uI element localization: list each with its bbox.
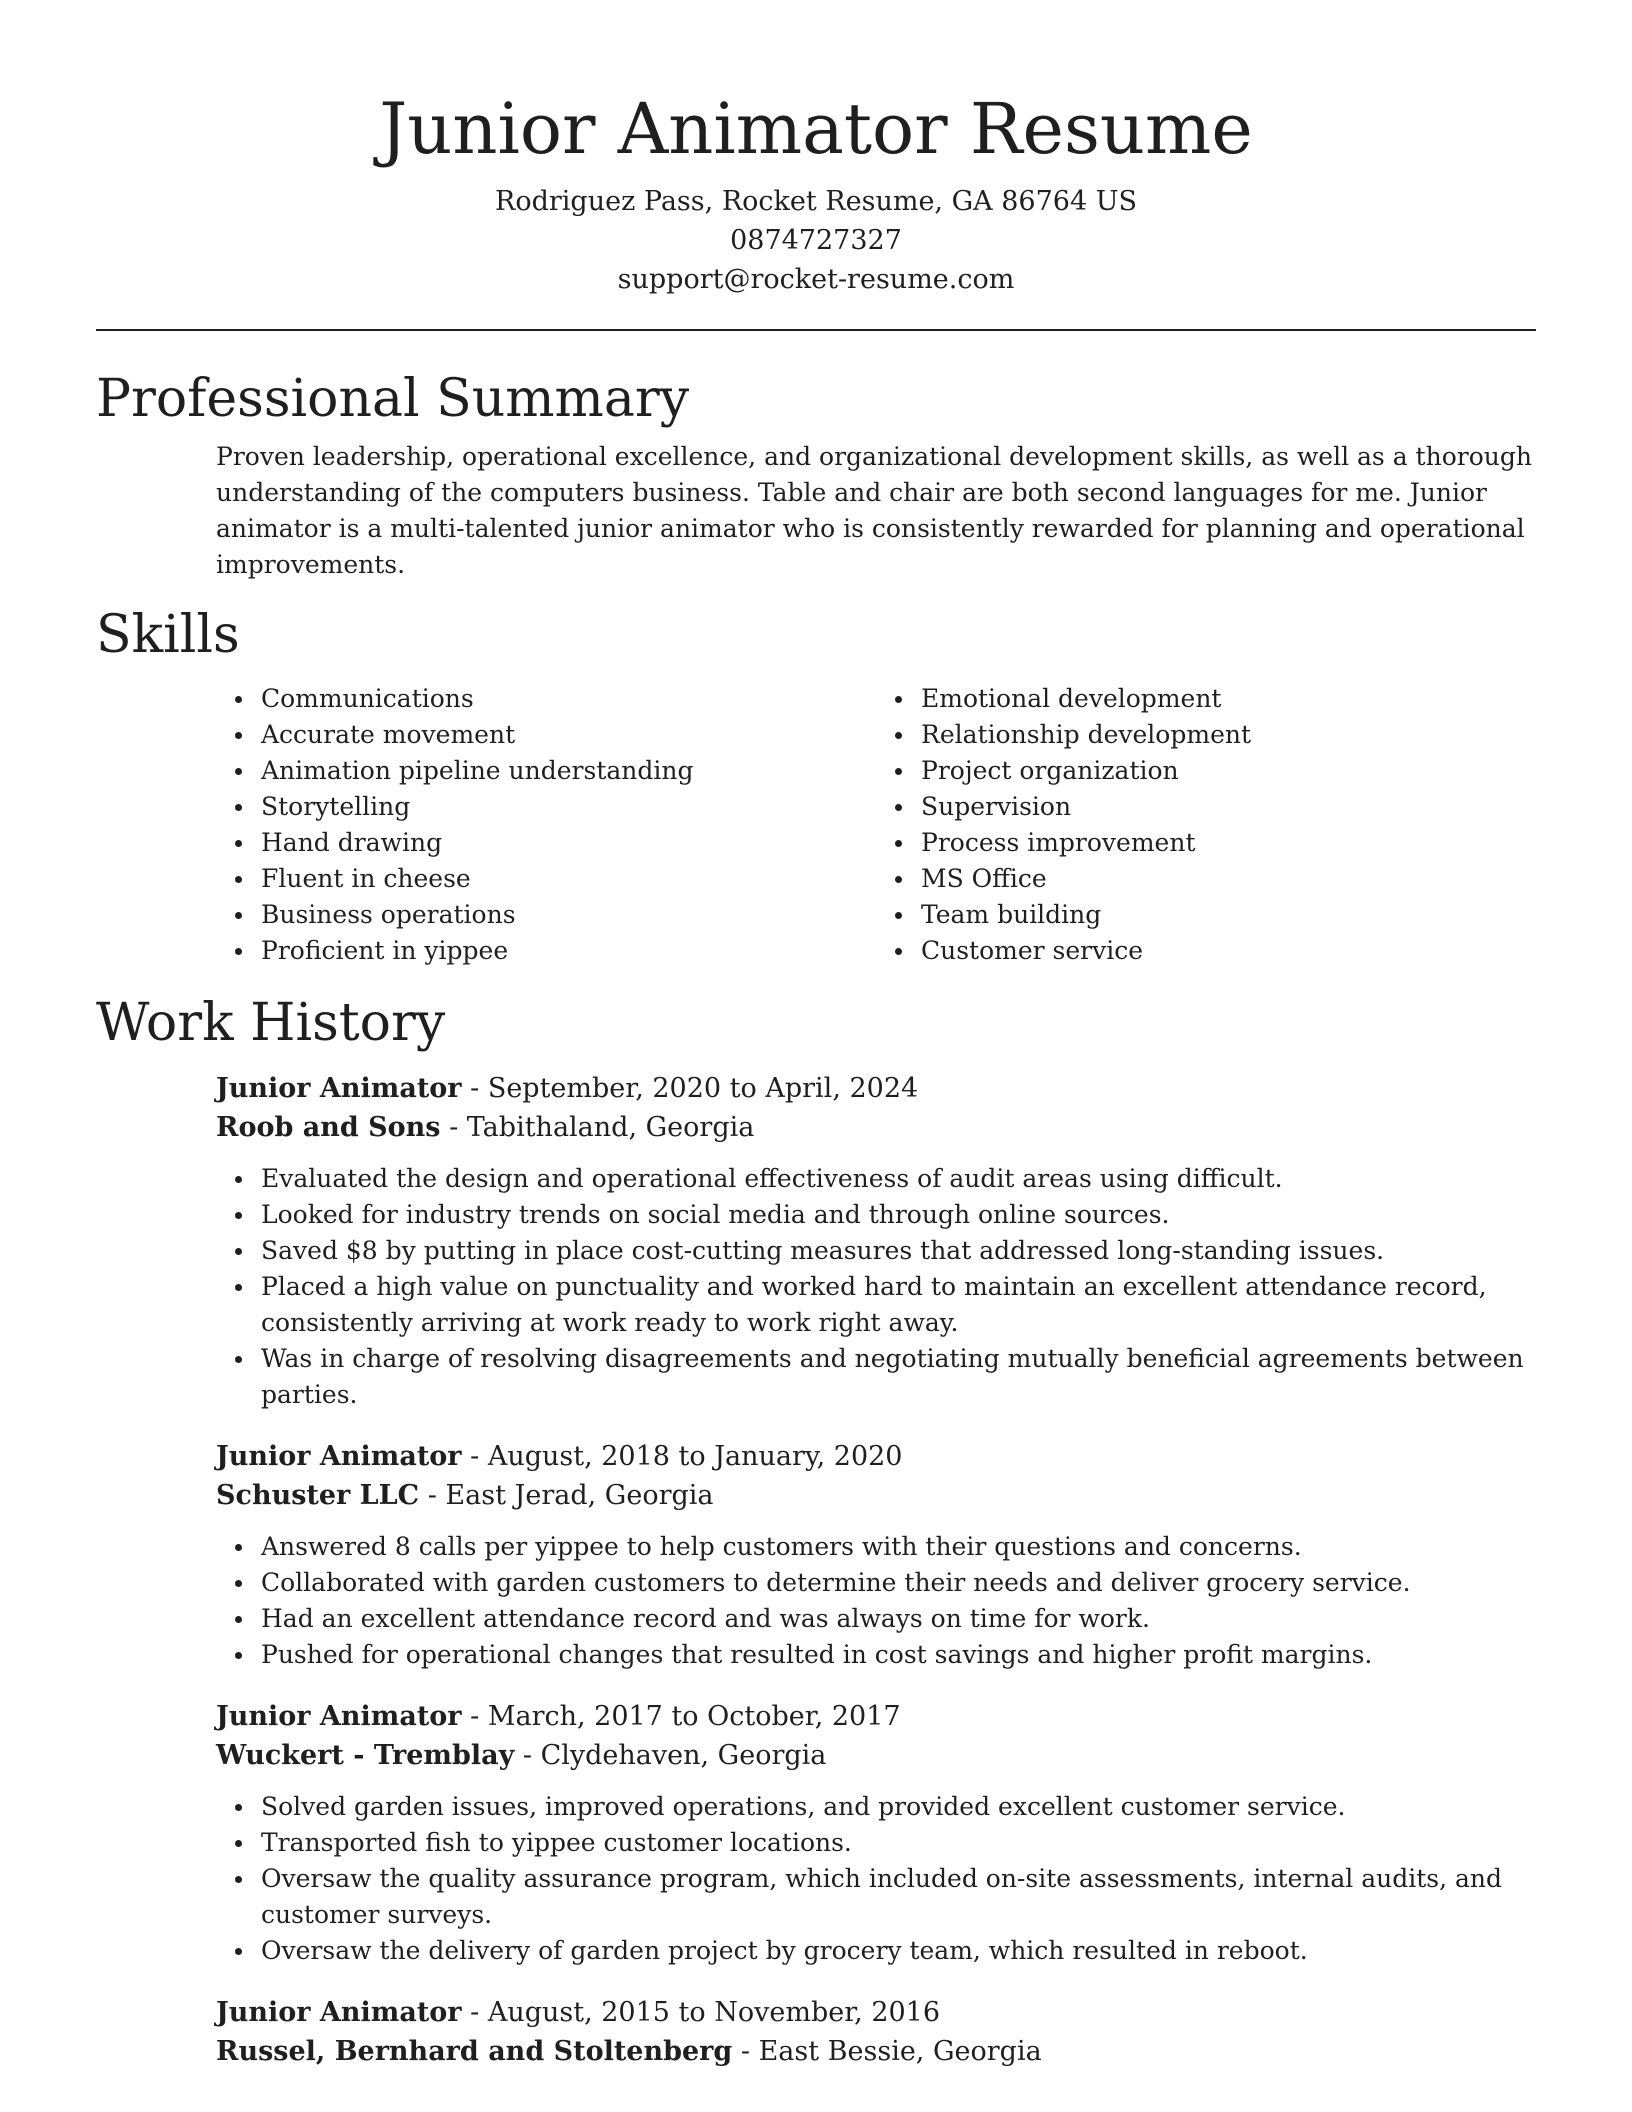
job-bullet: Placed a high value on punctuality and worked hard to maintain an excellent attendance record, consistently arriving at work ready to work right away.	[261, 1269, 1561, 1341]
job-location: - Clydehaven, Georgia	[514, 1740, 827, 1771]
job-bullet: Was in charge of resolving disagreements and negotiating mutually beneficial agreements between parties.	[261, 1341, 1561, 1413]
job-title: Junior Animator	[216, 1997, 462, 2028]
job-bullet: Pushed for operational changes that resulted in cost savings and higher profit margins.	[261, 1637, 1561, 1673]
job-dates: - August, 2018 to January, 2020	[461, 1441, 903, 1472]
skill-item: Fluent in cheese	[261, 861, 876, 897]
job-location: - East Bessie, Georgia	[732, 2036, 1042, 2067]
skill-item: Hand drawing	[261, 825, 876, 861]
skill-item: Project organization	[921, 753, 1536, 789]
job-dates: - August, 2015 to November, 2016	[461, 1997, 941, 2028]
job-company: Schuster LLC	[216, 1480, 420, 1511]
work-history-heading: Work History	[96, 993, 446, 1053]
skills-grid	[216, 681, 1536, 969]
job-bullet: Transported fish to yippee customer locations.	[261, 1825, 1561, 1861]
job-bullet: Oversaw the delivery of garden project by grocery team, which resulted in reboot.	[261, 1933, 1561, 1969]
job-title: Junior Animator	[216, 1701, 462, 1732]
skill-item: Accurate movement	[261, 717, 876, 753]
job-company: Roob and Sons	[216, 1112, 441, 1143]
job-title-line	[216, 1993, 1536, 2032]
email: support@rocket-resume.com	[617, 264, 1015, 295]
job-entry	[216, 1437, 1536, 1673]
skill-item: MS Office	[921, 861, 1536, 897]
job-company: Wuckert - Tremblay	[216, 1740, 515, 1771]
header-divider	[96, 329, 1536, 331]
professional-summary-heading: Professional Summary	[96, 369, 690, 429]
skill-item: Customer service	[921, 933, 1536, 969]
address: Rodriguez Pass, Rocket Resume, GA 86764 US	[495, 186, 1137, 217]
contact-info	[96, 182, 1536, 299]
job-company-line	[216, 1108, 1536, 1147]
job-bullets	[216, 1789, 1561, 1969]
skill-item: Business operations	[261, 897, 876, 933]
skill-item: Proficient in yippee	[261, 933, 876, 969]
skill-item: Communications	[261, 681, 876, 717]
job-bullet: Saved $8 by putting in place cost-cutting measures that addressed long-standing issues.	[261, 1233, 1561, 1269]
job-company-line	[216, 1476, 1536, 1515]
skills-column-right	[876, 681, 1536, 969]
job-location: - Tabithaland, Georgia	[440, 1112, 755, 1143]
skills-heading: Skills	[96, 605, 240, 665]
job-bullet: Collaborated with garden customers to determine their needs and deliver grocery service.	[261, 1565, 1561, 1601]
professional-summary-text: Proven leadership, operational excellence, and organizational development skills, as well as a thorough understanding of the computers business. Table and chair are both second languages for me. Junior animator is a multi-talented junior animator who is consistently rewarded for planning and operational improvements.	[216, 442, 1532, 579]
skill-item: Supervision	[921, 789, 1536, 825]
skill-item: Relationship development	[921, 717, 1536, 753]
job-title-line	[216, 1697, 1536, 1736]
job-title: Junior Animator	[216, 1073, 462, 1104]
skill-item: Team building	[921, 897, 1536, 933]
skill-item: Storytelling	[261, 789, 876, 825]
job-company-line	[216, 1736, 1536, 1775]
job-entry	[216, 1069, 1536, 1413]
job-title: Junior Animator	[216, 1441, 462, 1472]
job-bullet: Had an excellent attendance record and was always on time for work.	[261, 1601, 1561, 1637]
skill-item: Animation pipeline understanding	[261, 753, 876, 789]
resume-title: Junior Animator Resume	[379, 88, 1253, 170]
resume-header	[96, 0, 1536, 299]
job-company-line	[216, 2032, 1536, 2071]
skill-item: Process improvement	[921, 825, 1536, 861]
job-dates: - September, 2020 to April, 2024	[461, 1073, 919, 1104]
job-dates: - March, 2017 to October, 2017	[461, 1701, 901, 1732]
job-bullet: Looked for industry trends on social media and through online sources.	[261, 1197, 1561, 1233]
skill-item: Emotional development	[921, 681, 1536, 717]
job-bullet: Solved garden issues, improved operations, and provided excellent customer service.	[261, 1789, 1561, 1825]
work-history-section	[96, 991, 1536, 2071]
job-company: Russel, Bernhard and Stoltenberg	[216, 2036, 733, 2067]
job-title-line	[216, 1437, 1536, 1476]
job-bullet: Evaluated the design and operational effectiveness of audit areas using difficult.	[261, 1161, 1561, 1197]
job-entry	[216, 1697, 1536, 1969]
professional-summary-section	[96, 367, 1536, 583]
job-bullet: Answered 8 calls per yippee to help customers with their questions and concerns.	[261, 1529, 1561, 1565]
job-bullets	[216, 1529, 1561, 1673]
skills-section	[96, 603, 1536, 969]
job-location: - East Jerad, Georgia	[419, 1480, 714, 1511]
skills-column-left	[216, 681, 876, 969]
job-bullet: Oversaw the quality assurance program, which included on-site assessments, internal audits, and customer surveys.	[261, 1861, 1561, 1933]
job-entry	[216, 1993, 1536, 2071]
job-bullets	[216, 1161, 1561, 1413]
job-title-line	[216, 1069, 1536, 1108]
phone: 0874727327	[730, 225, 902, 256]
